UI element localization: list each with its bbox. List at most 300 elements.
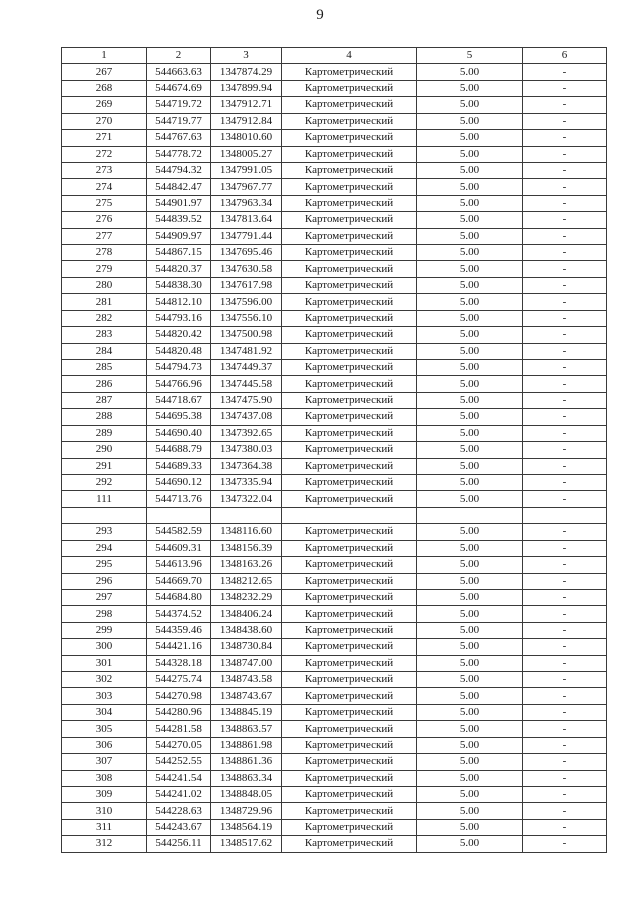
table-cell: 544252.55 (147, 754, 211, 770)
table-cell: 544421.16 (147, 639, 211, 655)
table-cell: Картометрический (282, 540, 417, 556)
table-cell: 270 (62, 113, 147, 129)
table-cell (417, 507, 523, 523)
table-cell: 1347556.10 (211, 310, 282, 326)
table-cell: - (523, 639, 607, 655)
table-cell: 277 (62, 228, 147, 244)
table-cell: 308 (62, 770, 147, 786)
table-cell: 544839.52 (147, 212, 211, 228)
table-cell: Картометрический (282, 688, 417, 704)
table-cell: Картометрический (282, 294, 417, 310)
table-cell: 5.00 (417, 474, 523, 490)
table-cell: 1348232.29 (211, 589, 282, 605)
table-cell: 1348845.19 (211, 704, 282, 720)
table-cell: 1347912.84 (211, 113, 282, 129)
table-cell: 1348406.24 (211, 606, 282, 622)
table-cell: 544766.96 (147, 376, 211, 392)
table-cell: 5.00 (417, 458, 523, 474)
table-row (62, 212, 607, 228)
table-cell: Картометрический (282, 261, 417, 277)
table-cell (211, 507, 282, 523)
table-cell: 544613.96 (147, 557, 211, 573)
table-cell: - (523, 310, 607, 326)
table-cell: 293 (62, 524, 147, 540)
table-cell: 5.00 (417, 573, 523, 589)
table-cell: Картометрический (282, 655, 417, 671)
table-cell: 5.00 (417, 803, 523, 819)
table-cell: 5.00 (417, 721, 523, 737)
table-cell: 283 (62, 327, 147, 343)
table-cell: 1347991.05 (211, 162, 282, 178)
table-cell: 544767.63 (147, 130, 211, 146)
table-cell: 1347335.94 (211, 474, 282, 490)
table-cell: 310 (62, 803, 147, 819)
table-cell: - (523, 655, 607, 671)
table-cell: 5.00 (417, 294, 523, 310)
table-cell: 1348743.67 (211, 688, 282, 704)
table-cell: 544280.96 (147, 704, 211, 720)
table-cell: 544794.32 (147, 162, 211, 178)
table-cell: 544609.31 (147, 540, 211, 556)
table-cell: Картометрический (282, 622, 417, 638)
table-cell: 5.00 (417, 179, 523, 195)
table-cell: - (523, 245, 607, 261)
table-cell: 297 (62, 589, 147, 605)
table-row (62, 819, 607, 835)
table-cell: 5.00 (417, 557, 523, 573)
table-cell: 309 (62, 786, 147, 802)
table-cell: - (523, 409, 607, 425)
table-row (62, 409, 607, 425)
table-cell: 544359.46 (147, 622, 211, 638)
table-cell: Картометрический (282, 589, 417, 605)
table-cell: Картометрический (282, 97, 417, 113)
table-row (62, 97, 607, 113)
table-cell: 5.00 (417, 819, 523, 835)
table-row (62, 803, 607, 819)
table-cell: 544820.37 (147, 261, 211, 277)
table-cell: Картометрический (282, 425, 417, 441)
table-cell: 289 (62, 425, 147, 441)
table-cell: - (523, 721, 607, 737)
table-cell: 300 (62, 639, 147, 655)
table-cell: 1348156.39 (211, 540, 282, 556)
table-cell: 5.00 (417, 442, 523, 458)
table-cell: 281 (62, 294, 147, 310)
table-cell: - (523, 327, 607, 343)
table-cell: Картометрический (282, 376, 417, 392)
table-cell: 5.00 (417, 64, 523, 80)
table-cell: Картометрический (282, 80, 417, 96)
table-cell: 5.00 (417, 97, 523, 113)
table-cell: Картометрический (282, 327, 417, 343)
table-cell: 5.00 (417, 639, 523, 655)
table-row (62, 392, 607, 408)
table-row (62, 573, 607, 589)
table-row (62, 770, 607, 786)
table-cell: 5.00 (417, 261, 523, 277)
table-cell: 544778.72 (147, 146, 211, 162)
table-row (62, 721, 607, 737)
table-cell (62, 507, 147, 523)
table-cell: 1347813.64 (211, 212, 282, 228)
table-cell: 544256.11 (147, 836, 211, 852)
table-cell: 280 (62, 277, 147, 293)
table-cell: Картометрический (282, 491, 417, 507)
table-cell: 1348730.84 (211, 639, 282, 655)
table-cell: Картометрический (282, 245, 417, 261)
table-cell: Картометрический (282, 704, 417, 720)
table-cell: 544695.38 (147, 409, 211, 425)
table-cell: 5.00 (417, 310, 523, 326)
table-cell: 5.00 (417, 195, 523, 211)
page-number: 9 (316, 7, 324, 23)
table-cell: Картометрический (282, 130, 417, 146)
table-cell: 302 (62, 672, 147, 688)
table-cell: Картометрический (282, 360, 417, 376)
table-row (62, 310, 607, 326)
table-cell: 312 (62, 836, 147, 852)
table-cell: 1348564.19 (211, 819, 282, 835)
table-cell: Картометрический (282, 179, 417, 195)
table-cell: 1347874.29 (211, 64, 282, 80)
table-row (62, 688, 607, 704)
table-cell: 5.00 (417, 491, 523, 507)
table-cell: - (523, 179, 607, 195)
table-row (62, 655, 607, 671)
table-cell: 544275.74 (147, 672, 211, 688)
table-cell: 5.00 (417, 228, 523, 244)
table-cell: 294 (62, 540, 147, 556)
table-row (62, 606, 607, 622)
table-cell: - (523, 442, 607, 458)
table-cell: 1347791.44 (211, 228, 282, 244)
table-row (62, 507, 607, 523)
table-cell: 544684.80 (147, 589, 211, 605)
table-cell: - (523, 491, 607, 507)
table-cell: 1347617.98 (211, 277, 282, 293)
table-cell: Картометрический (282, 819, 417, 835)
table-cell: - (523, 64, 607, 80)
table-cell: Картометрический (282, 557, 417, 573)
table-cell: 5.00 (417, 704, 523, 720)
table-cell: 275 (62, 195, 147, 211)
table-cell: 271 (62, 130, 147, 146)
table-cell: 544718.67 (147, 392, 211, 408)
table-cell: 5.00 (417, 622, 523, 638)
table-cell: - (523, 672, 607, 688)
table-cell: 5.00 (417, 343, 523, 359)
table-cell: 267 (62, 64, 147, 80)
table-cell: 5.00 (417, 425, 523, 441)
table-cell: 5.00 (417, 770, 523, 786)
table-cell: 272 (62, 146, 147, 162)
table-cell: - (523, 573, 607, 589)
table-row (62, 589, 607, 605)
table-cell: 1348163.26 (211, 557, 282, 573)
table-cell: 544838.30 (147, 277, 211, 293)
table-cell: 5.00 (417, 754, 523, 770)
table-cell: 295 (62, 557, 147, 573)
table-row (62, 179, 607, 195)
table-cell: - (523, 360, 607, 376)
table-cell: Картометрический (282, 146, 417, 162)
table-cell: 1347630.58 (211, 261, 282, 277)
table-cell: 1348861.36 (211, 754, 282, 770)
table-cell: 5.00 (417, 672, 523, 688)
table-cell: 544794.73 (147, 360, 211, 376)
table-row (62, 245, 607, 261)
table-cell: - (523, 737, 607, 753)
table-cell: 544842.47 (147, 179, 211, 195)
table-cell: 307 (62, 754, 147, 770)
table-cell: 292 (62, 474, 147, 490)
table-cell: 5.00 (417, 376, 523, 392)
table-cell: 305 (62, 721, 147, 737)
table-row (62, 228, 607, 244)
table-cell: 544793.16 (147, 310, 211, 326)
table-cell: - (523, 770, 607, 786)
table-cell: Картометрический (282, 474, 417, 490)
table-cell: 5.00 (417, 162, 523, 178)
table-cell: Картометрический (282, 228, 417, 244)
table-row (62, 474, 607, 490)
table-cell: 287 (62, 392, 147, 408)
table-cell: 544241.54 (147, 770, 211, 786)
table-cell: - (523, 113, 607, 129)
table-cell: - (523, 130, 607, 146)
table-cell: Картометрический (282, 639, 417, 655)
table-cell: 1348743.58 (211, 672, 282, 688)
table-cell: - (523, 557, 607, 573)
table-cell: - (523, 228, 607, 244)
table-cell: 5.00 (417, 606, 523, 622)
table-cell: 5.00 (417, 392, 523, 408)
table-cell: - (523, 261, 607, 277)
table-cell: 544719.72 (147, 97, 211, 113)
table-cell: Картометрический (282, 836, 417, 852)
table-cell: 301 (62, 655, 147, 671)
table-cell: - (523, 376, 607, 392)
table-cell: 1347380.03 (211, 442, 282, 458)
table-cell: Картометрический (282, 458, 417, 474)
table-cell: 544582.59 (147, 524, 211, 540)
table-cell: 544820.48 (147, 343, 211, 359)
table-cell: 5.00 (417, 212, 523, 228)
table-row (62, 786, 607, 802)
table-cell: 1347437.08 (211, 409, 282, 425)
table-cell: 5.00 (417, 80, 523, 96)
table-cell: 1348438.60 (211, 622, 282, 638)
table-cell: 544328.18 (147, 655, 211, 671)
table-row (62, 360, 607, 376)
table-row (62, 64, 607, 80)
table-cell: 303 (62, 688, 147, 704)
table-cell: 273 (62, 162, 147, 178)
table-cell: - (523, 294, 607, 310)
table-cell: 304 (62, 704, 147, 720)
table-row (62, 195, 607, 211)
table-cell: Картометрический (282, 392, 417, 408)
table-cell: 282 (62, 310, 147, 326)
table-cell: 5.00 (417, 688, 523, 704)
table-cell: 544812.10 (147, 294, 211, 310)
table-cell: Картометрический (282, 721, 417, 737)
column-header: 1 (62, 48, 147, 64)
table-cell: 544909.97 (147, 228, 211, 244)
table-cell: 298 (62, 606, 147, 622)
table-cell (523, 507, 607, 523)
table-cell: Картометрический (282, 786, 417, 802)
table-cell: 111 (62, 491, 147, 507)
table-row (62, 491, 607, 507)
table-cell: 5.00 (417, 786, 523, 802)
table-cell: Картометрический (282, 442, 417, 458)
table-cell: 1347500.98 (211, 327, 282, 343)
table-cell: - (523, 754, 607, 770)
table-row (62, 277, 607, 293)
column-header: 4 (282, 48, 417, 64)
table-row (62, 343, 607, 359)
table-cell: 5.00 (417, 540, 523, 556)
table-cell: - (523, 622, 607, 638)
table-cell: 1348863.34 (211, 770, 282, 786)
table-cell: 1347364.38 (211, 458, 282, 474)
table-cell: 544243.67 (147, 819, 211, 835)
table-cell: Картометрический (282, 754, 417, 770)
table-cell: - (523, 212, 607, 228)
table-cell (147, 507, 211, 523)
table-cell: Картометрический (282, 672, 417, 688)
table-cell: - (523, 606, 607, 622)
table-row (62, 458, 607, 474)
table-cell: 544374.52 (147, 606, 211, 622)
table-cell: 544820.42 (147, 327, 211, 343)
table-cell: Картометрический (282, 343, 417, 359)
table-row (62, 622, 607, 638)
table-cell: 278 (62, 245, 147, 261)
table-cell: 544270.05 (147, 737, 211, 753)
table-cell: Картометрический (282, 195, 417, 211)
table-cell: 5.00 (417, 130, 523, 146)
table-row (62, 327, 607, 343)
table-row (62, 540, 607, 556)
table-row (62, 737, 607, 753)
table-cell: - (523, 836, 607, 852)
table-cell: - (523, 97, 607, 113)
table-cell: - (523, 786, 607, 802)
column-header: 2 (147, 48, 211, 64)
table-cell: 544690.12 (147, 474, 211, 490)
table-cell: 1347695.46 (211, 245, 282, 261)
table-cell: 274 (62, 179, 147, 195)
table-cell: - (523, 803, 607, 819)
table-cell: 1347445.58 (211, 376, 282, 392)
table-cell: 1347322.04 (211, 491, 282, 507)
table-cell: 286 (62, 376, 147, 392)
table-cell: - (523, 688, 607, 704)
table-cell: Картометрический (282, 162, 417, 178)
table-cell: 544719.77 (147, 113, 211, 129)
table-cell: - (523, 195, 607, 211)
table-cell: 5.00 (417, 146, 523, 162)
table-cell: 544901.97 (147, 195, 211, 211)
table-cell: 5.00 (417, 524, 523, 540)
table-cell: 544867.15 (147, 245, 211, 261)
table-row (62, 376, 607, 392)
table-row (62, 639, 607, 655)
table-cell: 1347596.00 (211, 294, 282, 310)
table-cell: 544270.98 (147, 688, 211, 704)
table-cell: Картометрический (282, 212, 417, 228)
table-cell: 299 (62, 622, 147, 638)
table-cell: - (523, 540, 607, 556)
table-cell: 268 (62, 80, 147, 96)
table-cell: 284 (62, 343, 147, 359)
table-cell: Картометрический (282, 737, 417, 753)
coordinates-table (61, 47, 607, 853)
table-cell: 1348729.96 (211, 803, 282, 819)
table-cell: 544674.69 (147, 80, 211, 96)
table-cell: 1348747.00 (211, 655, 282, 671)
table-cell: - (523, 146, 607, 162)
table-cell: 544713.76 (147, 491, 211, 507)
table-cell: - (523, 425, 607, 441)
table-cell: 5.00 (417, 836, 523, 852)
table-cell: 269 (62, 97, 147, 113)
table-cell: 285 (62, 360, 147, 376)
table-cell: 544669.70 (147, 573, 211, 589)
table-row (62, 130, 607, 146)
table-cell: - (523, 458, 607, 474)
table-row (62, 146, 607, 162)
table-cell: 1347392.65 (211, 425, 282, 441)
table-cell: 1348863.57 (211, 721, 282, 737)
column-header: 3 (211, 48, 282, 64)
table-cell: 5.00 (417, 113, 523, 129)
table-cell: - (523, 589, 607, 605)
table-cell: 296 (62, 573, 147, 589)
table-cell: 5.00 (417, 327, 523, 343)
table-cell: 1348517.62 (211, 836, 282, 852)
table-cell: 544281.58 (147, 721, 211, 737)
table-cell: 276 (62, 212, 147, 228)
table-cell: Картометрический (282, 64, 417, 80)
table-cell: - (523, 524, 607, 540)
table-cell: 1348010.60 (211, 130, 282, 146)
table-cell: 1348116.60 (211, 524, 282, 540)
table-cell: 279 (62, 261, 147, 277)
table-row (62, 261, 607, 277)
table-cell: Картометрический (282, 409, 417, 425)
table-cell: - (523, 343, 607, 359)
table-cell: Картометрический (282, 606, 417, 622)
table-cell: - (523, 704, 607, 720)
table-cell: - (523, 162, 607, 178)
table-cell: - (523, 819, 607, 835)
table-row (62, 754, 607, 770)
table-cell: 306 (62, 737, 147, 753)
table-cell: 1347963.34 (211, 195, 282, 211)
table-cell: Картометрический (282, 277, 417, 293)
table-cell: Картометрический (282, 310, 417, 326)
table-cell: 1347899.94 (211, 80, 282, 96)
table-cell: 1347481.92 (211, 343, 282, 359)
table-row (62, 113, 607, 129)
table-cell: Картометрический (282, 770, 417, 786)
table-cell: 5.00 (417, 360, 523, 376)
table-cell: 544689.33 (147, 458, 211, 474)
